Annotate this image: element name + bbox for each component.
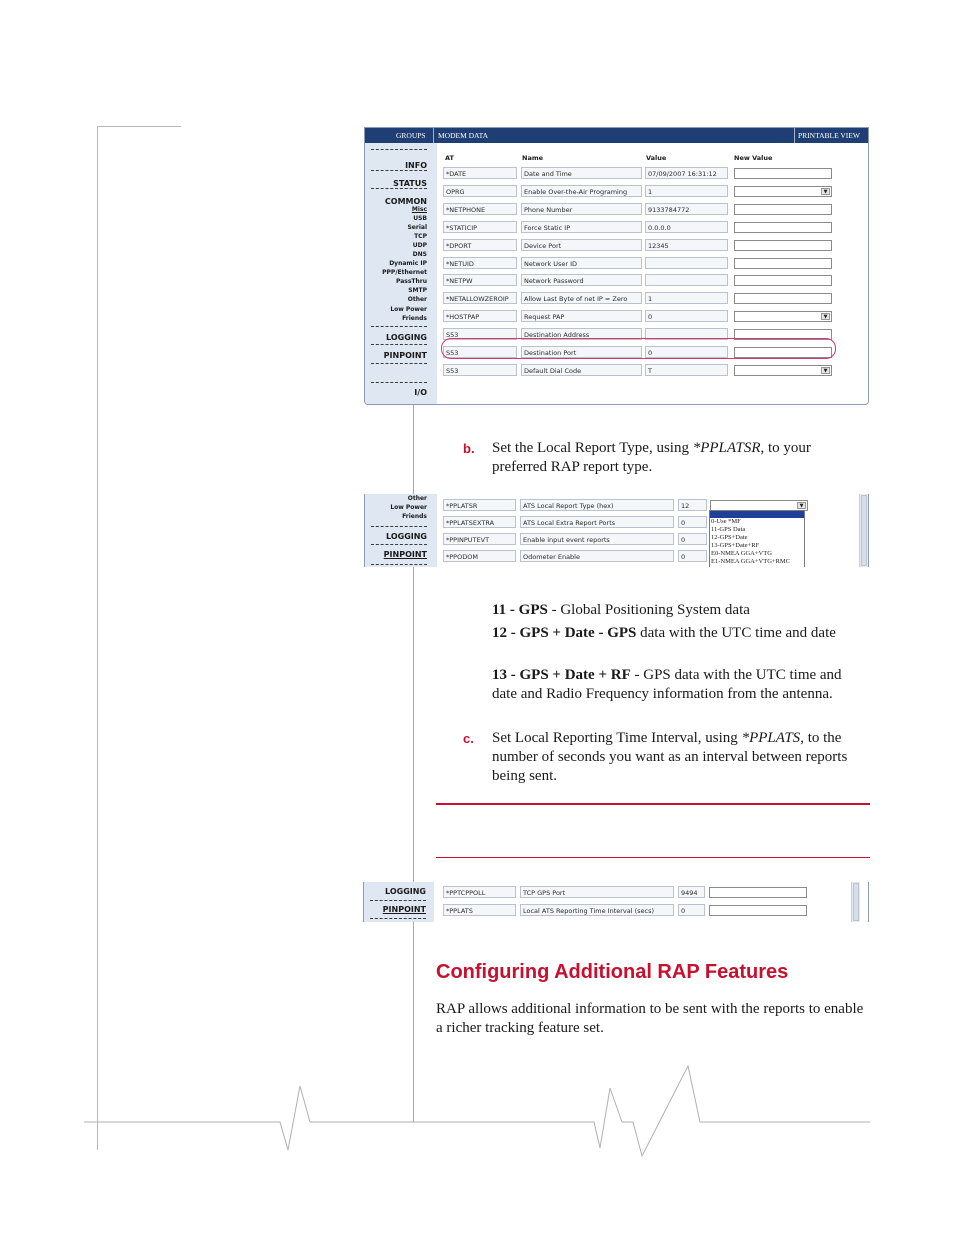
- row-at: *NETALLOWZEROIP: [443, 292, 517, 304]
- row-value: 12: [678, 499, 707, 511]
- row-at: *PPINPUTEVT: [443, 533, 516, 545]
- nav-item-low-power[interactable]: Low Power: [390, 306, 427, 313]
- col-value: Value: [646, 154, 667, 162]
- row-at: *PPTCPPOLL: [443, 886, 516, 898]
- row-at: OPRG: [443, 185, 517, 197]
- modem-data-table: [437, 143, 868, 404]
- dropdown-option[interactable]: 12-GPS+Date: [711, 534, 748, 541]
- report-type-item: [492, 601, 862, 620]
- row-value: 0: [645, 310, 728, 322]
- row-at: *DATE: [443, 167, 517, 179]
- step-b-text: Set the Local Report Type, using *PPLATSR, to your preferred RAP report type.: [492, 440, 811, 475]
- chevron-down-icon[interactable]: ▼: [821, 367, 830, 374]
- row-at: *PPODOM: [443, 550, 516, 562]
- row-name: Default Dial Code: [521, 364, 642, 376]
- step-b-label: b.: [463, 441, 475, 456]
- new-value-input[interactable]: [709, 887, 807, 898]
- nav-item-common[interactable]: COMMON: [384, 197, 427, 206]
- report-type-item: [492, 666, 862, 704]
- reporting-interval-table: [434, 882, 868, 922]
- row-value: 0: [678, 904, 705, 916]
- chevron-down-icon[interactable]: ▼: [821, 188, 830, 195]
- row-name: Destination Address: [521, 328, 642, 340]
- nav-item-i-o[interactable]: I/O: [414, 388, 427, 397]
- report-type-desc: - GPS data with the UTC time and date and Radio Frequency information from the antenna.: [492, 667, 842, 702]
- nav-item-other[interactable]: Other: [407, 296, 427, 303]
- dropdown-option[interactable]: E0-NMEA GGA+VTG: [711, 550, 772, 557]
- row-at: *NETPHONE: [443, 203, 517, 215]
- destination-port-highlight: [441, 338, 836, 359]
- nav-divider: [371, 382, 427, 383]
- nav-item-serial[interactable]: Serial: [407, 224, 427, 231]
- nav-item-usb[interactable]: USB: [413, 215, 427, 222]
- row-name: Local ATS Reporting Time Interval (secs): [520, 904, 674, 916]
- chevron-down-icon[interactable]: ▼: [821, 313, 830, 320]
- reporting-interval-screenshot: [363, 882, 869, 922]
- row-name: Force Static IP: [521, 221, 642, 233]
- nav-divider: [371, 170, 427, 171]
- nav-divider: [371, 526, 427, 527]
- new-value-input[interactable]: [709, 905, 807, 916]
- new-value-input[interactable]: [734, 240, 832, 251]
- row-value: 0: [678, 550, 707, 562]
- new-value-select[interactable]: [734, 311, 832, 322]
- row-value: 0: [678, 516, 707, 528]
- row-at: S53: [443, 346, 517, 358]
- row-name: Request PAP: [521, 310, 642, 322]
- row-value: [645, 257, 728, 269]
- page-frame-left: [97, 126, 98, 1150]
- report-type-dropdown-list[interactable]: [709, 510, 805, 567]
- row-name: Date and Time: [521, 167, 642, 179]
- row-name: Network Password: [521, 274, 642, 286]
- row-at: *NETPW: [443, 274, 517, 286]
- scrollbar[interactable]: [859, 494, 868, 567]
- nav-divider: [371, 564, 427, 565]
- nav-divider: [371, 149, 427, 150]
- row-at: S53: [443, 364, 517, 376]
- row-name: Phone Number: [521, 203, 642, 215]
- pplatsr-command: *PPLATSR: [692, 440, 761, 456]
- row-name: ATS Local Report Type (hex): [520, 499, 674, 511]
- row-value: 9494: [678, 886, 705, 898]
- row-at: *NETUID: [443, 257, 517, 269]
- nav-item-status[interactable]: STATUS: [393, 179, 427, 188]
- nav-item-friends[interactable]: Friends: [402, 513, 427, 520]
- nav-item-logging[interactable]: LOGGING: [386, 333, 427, 342]
- nav-item-friends[interactable]: Friends: [402, 315, 427, 322]
- col-name: Name: [522, 154, 544, 162]
- nav-item-info[interactable]: INFO: [405, 161, 427, 170]
- row-name: Device Port: [521, 239, 642, 251]
- new-value-select[interactable]: [734, 365, 832, 376]
- modem-data-header-bar: [365, 128, 868, 143]
- nav-item-other[interactable]: Other: [407, 495, 427, 502]
- nav-item-tcp[interactable]: TCP: [414, 233, 427, 240]
- nav-item-dynamic-ip[interactable]: Dynamic IP: [389, 260, 427, 267]
- row-value: 12345: [645, 239, 728, 251]
- groups-header: GROUPS: [396, 131, 426, 140]
- modem-data-header: MODEM DATA: [438, 131, 489, 140]
- row-value: 1: [645, 292, 728, 304]
- nav-divider: [370, 918, 426, 919]
- row-value: 1: [645, 185, 728, 197]
- row-at: *PPLATS: [443, 904, 516, 916]
- step-c-label: c.: [463, 731, 474, 746]
- chevron-down-icon[interactable]: ▼: [797, 502, 806, 509]
- row-name: TCP GPS Port: [520, 886, 674, 898]
- row-at: *DPORT: [443, 239, 517, 251]
- step-c-text: Set Local Reporting Time Interval, using *PPLATS, to the number of seconds you want as an interval between reports being sent.: [492, 730, 848, 784]
- row-value: [645, 274, 728, 286]
- page-frame-top: [97, 126, 181, 127]
- nav-item-pinpoint[interactable]: PINPOINT: [383, 351, 427, 360]
- row-value: 0: [645, 346, 728, 358]
- row-value: 07/09/2007 16:31:12: [645, 167, 728, 179]
- dropdown-option[interactable]: E1-NMEA GGA+VTG+RMC: [711, 558, 791, 565]
- row-name: Enable input event reports: [520, 533, 674, 545]
- dropdown-selected-highlight: [710, 511, 804, 518]
- new-value-select[interactable]: [734, 186, 832, 197]
- scrollbar-3[interactable]: [851, 882, 860, 922]
- nav-item-misc[interactable]: Misc: [411, 206, 427, 213]
- new-value-input[interactable]: [734, 275, 832, 286]
- nav-item-ppp-ethernet[interactable]: PPP/Ethernet: [382, 269, 427, 276]
- row-value: T: [645, 364, 728, 376]
- pplats-command: *PPLATS: [741, 730, 801, 746]
- report-type-item: [492, 624, 862, 643]
- note-rule-top: [436, 803, 870, 805]
- row-name: Destination Port: [521, 346, 642, 358]
- new-value-input[interactable]: [734, 222, 832, 233]
- nav-divider: [371, 363, 427, 364]
- row-name: Odometer Enable: [520, 550, 674, 562]
- section-body: RAP allows additional information to be sent with the reports to enable a richer tracking feature set.: [436, 1001, 864, 1036]
- dropdown-option[interactable]: 11-GPS Data: [711, 526, 746, 533]
- dropdown-option[interactable]: 0-Use *MF: [711, 518, 741, 525]
- nav-item-pinpoint[interactable]: PINPOINT: [382, 905, 426, 914]
- nav-item-dns[interactable]: DNS: [412, 251, 427, 258]
- row-value: 9133784772: [645, 203, 728, 215]
- nav-divider: [371, 344, 427, 345]
- row-at: *PPLATSR: [443, 499, 516, 511]
- report-type-desc: - Global Positioning System data: [547, 602, 750, 618]
- new-value-input[interactable]: [734, 293, 832, 304]
- row-value: 0.0.0.0: [645, 221, 728, 233]
- row-at: *HOSTPAP: [443, 310, 517, 322]
- modem-data-screenshot: [364, 127, 869, 405]
- groups-nav-2: [365, 494, 433, 567]
- nav-divider: [371, 544, 427, 545]
- row-at: *STATICIP: [443, 221, 517, 233]
- groups-nav-3: [364, 882, 430, 922]
- nav-item-low-power[interactable]: Low Power: [390, 504, 427, 511]
- nav-divider: [370, 900, 426, 901]
- row-name: ATS Local Extra Report Ports: [520, 516, 674, 528]
- new-value-input[interactable]: [734, 204, 832, 215]
- col-at: AT: [445, 154, 454, 162]
- row-value: 0: [678, 533, 707, 545]
- col-new-value: New Value: [734, 154, 773, 162]
- printable-view-link[interactable]: PRINTABLE VIEW: [798, 131, 860, 140]
- row-name: Network User ID: [521, 257, 642, 269]
- nav-item-udp[interactable]: UDP: [412, 242, 427, 249]
- row-at: S53: [443, 328, 517, 340]
- nav-item-logging[interactable]: LOGGING: [385, 887, 426, 896]
- row-name: Enable Over-the-Air Programing: [521, 185, 642, 197]
- nav-item-logging[interactable]: LOGGING: [386, 532, 427, 541]
- report-type-term: 12 - GPS + Date - GPS: [492, 625, 637, 641]
- new-value-input[interactable]: [734, 258, 832, 269]
- row-at: *PPLATSEXTRA: [443, 516, 516, 528]
- groups-nav: [365, 143, 433, 404]
- nav-divider: [371, 188, 427, 189]
- report-type-desc: data with the UTC time and date: [636, 625, 836, 641]
- nav-item-passthru[interactable]: PassThru: [395, 278, 427, 285]
- dropdown-option[interactable]: 13-GPS+Date+RF: [711, 542, 760, 549]
- report-type-term: 13 - GPS + Date + RF: [492, 667, 631, 683]
- report-type-term: 11 - GPS: [492, 602, 548, 618]
- row-name: Allow Last Byte of net IP = Zero: [521, 292, 642, 304]
- new-value-input[interactable]: [734, 168, 832, 179]
- note-rule-bottom: [436, 857, 870, 858]
- section-heading: Configuring Additional RAP Features: [436, 961, 789, 983]
- nav-item-pinpoint[interactable]: PINPOINT: [383, 550, 427, 559]
- nav-divider: [371, 326, 427, 327]
- nav-item-smtp[interactable]: SMTP: [408, 287, 427, 294]
